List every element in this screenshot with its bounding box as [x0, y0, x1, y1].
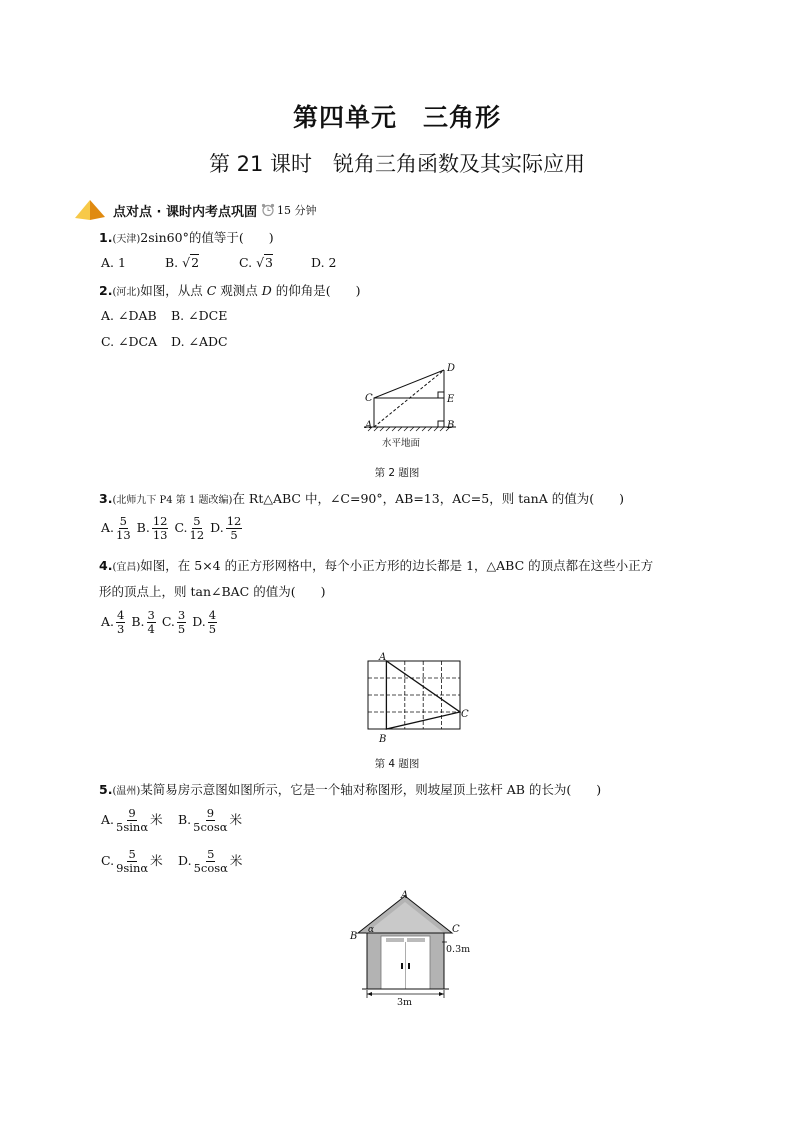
q1-stem: 2sin60°的值等于( )	[140, 230, 274, 245]
q5-d-den: 5cosα	[193, 861, 228, 875]
q2-option-d: D. ∠ADC	[171, 334, 228, 349]
section-header	[73, 199, 317, 221]
q4-b-num: 3	[147, 608, 155, 622]
q1-option-c-prefix: C.	[239, 255, 257, 270]
q4-d-num: 4	[208, 608, 217, 622]
q2-option-c: C. ∠DCA	[101, 334, 158, 349]
q2-label-c: C	[365, 393, 373, 404]
question-1	[99, 229, 274, 249]
q3-number: 3.	[99, 491, 113, 506]
q2-number: 2.	[99, 283, 113, 298]
q1-number: 1.	[99, 230, 113, 245]
q1-option-c-radicand: 3	[265, 255, 273, 270]
q5-option-a	[101, 807, 163, 834]
q5-option-b	[178, 807, 242, 834]
q2-label-a: A	[365, 420, 373, 431]
q4-source: (宜昌)	[112, 562, 141, 573]
q5-c-den: 9sinα	[116, 861, 149, 875]
q4-c-num: 3	[177, 608, 186, 622]
q2-option-b: B. ∠DCE	[171, 308, 228, 323]
q3-d-prefix: D.	[210, 520, 224, 535]
q2-label-b: B	[447, 420, 455, 431]
question-3	[99, 490, 624, 510]
q4-a-prefix: A.	[101, 614, 115, 629]
q5-c-unit: 米	[150, 853, 163, 868]
q4-d-den: 5	[208, 622, 217, 636]
q5-a-fraction	[116, 807, 148, 834]
q3-b-fraction	[152, 515, 169, 542]
q3-c-fraction	[190, 515, 205, 542]
q4-label-a: A	[379, 652, 387, 663]
q3-d-fraction	[226, 515, 243, 542]
q4-label-b: B	[379, 734, 387, 745]
q5-d-num: 5	[207, 847, 215, 861]
q1-option-b: B. √2	[165, 255, 200, 270]
q5-label-b: B	[350, 931, 358, 942]
q3-b-den: 13	[152, 528, 168, 542]
q4-a-fraction	[116, 609, 125, 636]
q4-number: 4.	[99, 558, 113, 573]
q4-options	[101, 609, 219, 636]
q5-a-den: 5sinα	[116, 820, 149, 834]
q2-stem-d: D	[261, 283, 272, 298]
q2-option-a: A. ∠DAB	[101, 308, 157, 323]
q5-d-fraction	[194, 848, 228, 875]
q4-b-den: 4	[147, 622, 155, 636]
q5-stem: 某简易房示意图如图所示，它是一个轴对称图形，则坡屋顶上弦杆 AB 的长为( )	[140, 782, 602, 797]
timer-text: 15 分钟	[277, 204, 317, 217]
q3-option-a	[101, 514, 133, 542]
q5-label-alpha: α	[368, 925, 375, 935]
q4-a-den: 3	[117, 622, 125, 636]
q2-caption: 第 2 题图	[374, 467, 420, 479]
q4-b-fraction	[147, 609, 156, 636]
q5-c-prefix: C.	[101, 853, 115, 868]
q2-stem-c: C	[206, 283, 217, 298]
q4-b-prefix: B.	[131, 614, 145, 629]
q5-a-unit: 米	[150, 812, 163, 827]
q3-c-den: 12	[189, 528, 205, 542]
q5-b-unit: 米	[229, 812, 243, 827]
q4-c-prefix: C.	[161, 614, 175, 629]
q5-figure	[348, 890, 474, 1008]
lesson-title: 第 21 课时 锐角三角函数及其实际应用	[208, 152, 586, 176]
q5-base-dim: 3m	[397, 997, 413, 1008]
q4-stem-line2: 形的顶点上，则 tan∠BAC 的值为( )	[99, 584, 326, 599]
q4-c-fraction	[177, 609, 186, 636]
q5-label-c: C	[452, 924, 460, 935]
q5-a-prefix: A.	[101, 812, 115, 827]
clock-icon	[261, 203, 275, 217]
q1-source: (天津)	[112, 234, 141, 245]
q4-option-c	[161, 608, 188, 636]
q3-a-den: 13	[116, 528, 131, 542]
q5-label-a: A	[401, 890, 409, 901]
q5-b-fraction	[193, 807, 227, 834]
q4-figure	[360, 650, 470, 748]
q3-d-num: 12	[226, 514, 242, 528]
q4-caption: 第 4 题图	[374, 758, 420, 770]
q5-c-fraction	[116, 848, 148, 875]
q4-d-fraction	[208, 609, 217, 636]
q3-source: (北师九下 P4 第 1 题改编)	[112, 495, 233, 506]
q5-source: (温州)	[112, 786, 141, 797]
q4-d-prefix: D.	[192, 614, 206, 629]
q2-stem-pre: 如图，从点	[140, 283, 207, 298]
q1-option-a: A. 1	[101, 255, 126, 270]
q4-option-b	[131, 608, 158, 636]
q2-ground-label: 水平地面	[382, 438, 421, 449]
q5-b-den: 5cosα	[193, 820, 228, 834]
q2-stem-mid: 观测点	[216, 283, 262, 298]
q3-b-prefix: B.	[136, 520, 150, 535]
q3-options	[101, 515, 244, 542]
q2-label-d: D	[447, 363, 456, 374]
q3-option-b	[136, 514, 171, 542]
unit-title: 第四单元 三角形	[292, 103, 501, 132]
pyramid-icon	[73, 199, 107, 221]
q5-number: 5.	[99, 782, 113, 797]
q5-d-unit: 米	[229, 853, 243, 868]
q5-option-c	[101, 848, 163, 875]
q2-label-e: E	[447, 394, 455, 405]
q4-option-a	[101, 608, 127, 636]
section-label: 点对点 · 课时内考点巩固	[113, 204, 257, 220]
q3-option-d	[210, 514, 244, 542]
q5-b-num: 9	[206, 806, 215, 820]
q5-b-prefix: B.	[178, 812, 192, 827]
q4-stem-line1: 如图，在 5×4 的正方形网格中，每个小正方形的边长都是 1，△ABC 的顶点都在这些小正方	[140, 558, 654, 573]
q5-c-num: 5	[128, 847, 136, 861]
q1-option-b-radicand: 2	[191, 255, 200, 270]
q3-d-den: 5	[230, 528, 238, 542]
question-2	[99, 282, 361, 302]
q3-a-fraction	[116, 515, 131, 542]
q3-b-num: 12	[152, 514, 168, 528]
question-5	[99, 781, 601, 801]
q3-a-prefix: A.	[101, 520, 115, 535]
q2-figure	[360, 358, 470, 452]
q2-source: (河北)	[112, 287, 141, 298]
q5-d-prefix: D.	[178, 853, 192, 868]
q5-a-num: 9	[128, 806, 136, 820]
q4-label-c: C	[461, 709, 469, 720]
q1-option-c: C. √3	[239, 255, 273, 270]
q4-c-den: 5	[177, 622, 186, 636]
q3-option-c	[174, 514, 206, 542]
q5-option-d	[178, 848, 242, 875]
q1-option-d: D. 2	[311, 255, 337, 270]
question-4	[99, 557, 653, 577]
q5-side-dim: 0.3m	[446, 944, 471, 955]
q3-stem: 在 Rt△ABC 中，∠C=90°，AB=13，AC=5，则 tanA 的值为( )	[232, 491, 624, 506]
q3-c-num: 5	[193, 514, 201, 528]
q1-option-b-prefix: B.	[165, 255, 183, 270]
q2-stem-post: 的仰角是( )	[271, 283, 361, 298]
q3-a-num: 5	[119, 514, 127, 528]
q3-c-prefix: C.	[174, 520, 188, 535]
q4-option-d	[192, 608, 219, 636]
q4-a-num: 4	[117, 608, 125, 622]
